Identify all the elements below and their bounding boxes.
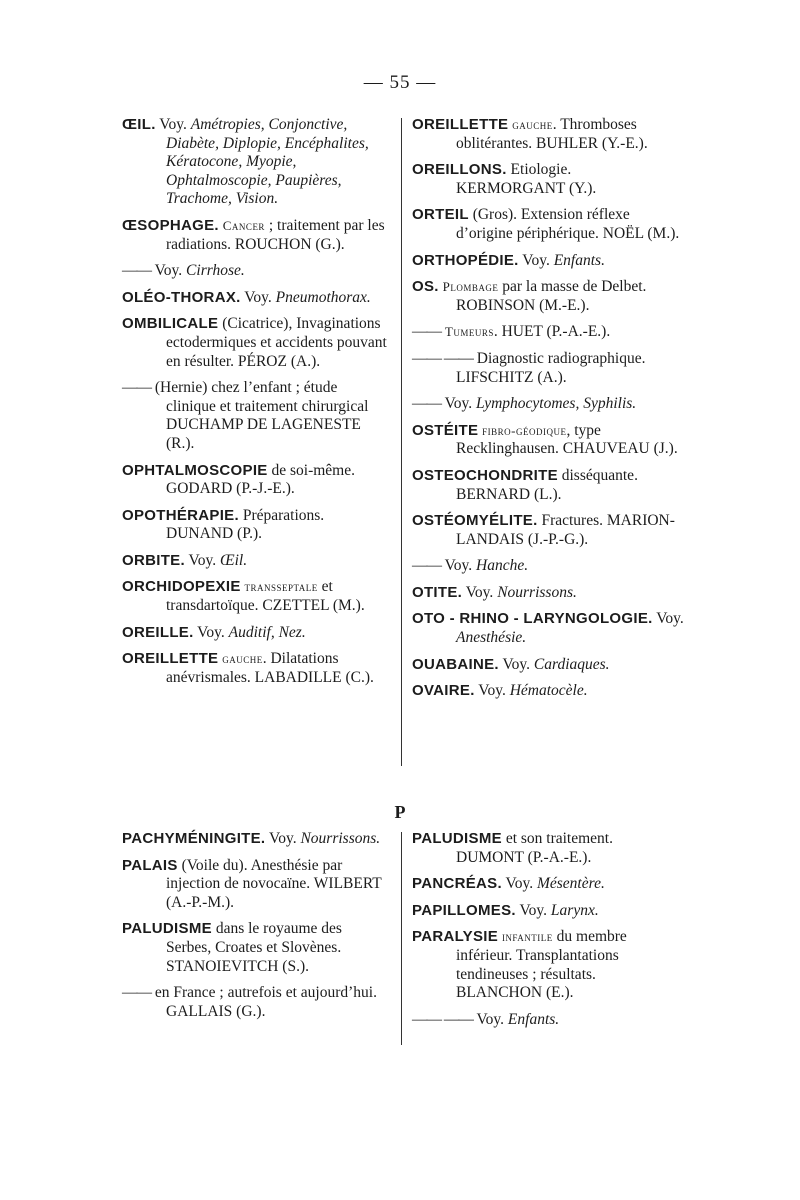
entry-text: (Voile du). Anesthésie par injection de novocaïne. WILBERT (A.-P.-M.).: [166, 856, 382, 911]
index-entry: [412, 395, 684, 414]
index-entry: [412, 422, 684, 459]
page-number: — 55 —: [363, 72, 437, 93]
entry-headword: ORTEIL: [412, 206, 469, 224]
entry-headword: PANCRÉAS.: [412, 875, 502, 893]
entry-headword: OMBILICALE: [122, 315, 219, 333]
entry-cross-reference: Hanche.: [476, 557, 529, 575]
entry-cross-reference: Cirrhose.: [186, 262, 245, 280]
entry-text: en France ; autrefois et aujourd’hui. GALLAIS (G.).: [151, 984, 377, 1020]
index-entry: [122, 984, 390, 1021]
entry-headword: OPOTHÉRAPIE.: [122, 506, 239, 524]
entry-qualifier: gauche: [512, 117, 553, 132]
entry-text: Voy.: [652, 610, 684, 628]
entry-headword: OUABAINE.: [412, 655, 499, 673]
entry-qualifier: transseptale: [244, 579, 318, 595]
entry-headword: PALUDISME: [412, 830, 502, 847]
entry-cross-reference: Nourrissons.: [300, 830, 381, 847]
entry-cross-reference: Œil.: [219, 551, 248, 569]
entry-text: et transdartoïque. CZETTEL (M.).: [166, 578, 365, 615]
index-entry: [412, 350, 684, 387]
entry-text: Voy.: [240, 288, 276, 306]
index-entry: [412, 902, 684, 921]
index-entry: [412, 557, 684, 576]
entry-headword: ORTHOPÉDIE.: [412, 251, 519, 269]
index-entry: [122, 116, 390, 209]
index-entry: [122, 289, 390, 308]
entry-text: Voy.: [474, 682, 510, 700]
entry-text: . Dilatations anévrismales. LABADILLE (C.).: [166, 650, 374, 686]
index-entry: [412, 206, 684, 243]
index-entry: [412, 584, 684, 603]
entry-headword: PALUDISME: [122, 920, 212, 938]
index-entry: [412, 610, 684, 647]
entry-qualifier: fibro-géodique: [482, 422, 567, 438]
entry-cross-reference: Mésentère.: [536, 875, 605, 893]
index-section-o: [122, 116, 684, 766]
entry-text: Voy.: [441, 395, 477, 413]
entry-text: Voy.: [265, 830, 301, 847]
entry-text: Voy.: [441, 557, 477, 575]
entry-qualifier: Tumeurs: [444, 324, 494, 340]
entry-cross-reference: Pneumothorax.: [275, 288, 371, 306]
entry-headword: OREILLONS.: [412, 161, 507, 179]
entry-repeat-dash: ——: [122, 984, 151, 1002]
entry-headword: ŒIL.: [122, 116, 156, 133]
index-entry: [412, 682, 684, 701]
entry-qualifier: Cancer: [222, 217, 265, 233]
entry-repeat-dash: ——: [412, 395, 441, 413]
index-entry: [412, 1011, 684, 1030]
section-letter-heading: P: [394, 802, 406, 822]
index-entry: [412, 512, 684, 549]
entry-text: Voy.: [193, 623, 229, 641]
index-entry: [122, 857, 390, 913]
entry-headword: PARALYSIE: [412, 928, 499, 946]
entry-repeat-dash: ——: [412, 557, 441, 575]
index-entry: [122, 217, 390, 254]
index-entry: [412, 116, 684, 153]
entry-headword: ORBITE.: [122, 551, 185, 569]
entry-text: par la masse de Delbet. ROBINSON (M.-E.).: [456, 278, 647, 314]
entry-text: , type Recklinghausen. CHAUVEAU (J.).: [456, 421, 678, 458]
entry-text: Voy.: [151, 262, 187, 280]
index-entry: [122, 578, 390, 615]
entry-text: Etiologie. KERMORGANT (Y.).: [456, 161, 597, 197]
entry-headword: ORCHIDOPEXIE: [122, 578, 241, 596]
index-entry: [122, 315, 390, 371]
entry-text: Voy.: [501, 875, 537, 893]
entry-repeat-dash: ——: [122, 379, 151, 397]
index-entry: [122, 379, 390, 453]
column-right: [412, 830, 684, 1037]
entry-text: (Gros). Extension réflexe d’origine périphérique. NOËL (M.).: [456, 206, 680, 242]
entry-repeat-dash: ——: [122, 262, 151, 280]
entry-text: Voy.: [518, 251, 554, 269]
entry-text: ; traitement par les radiations. ROUCHON (G.).: [166, 216, 385, 253]
index-entry: [122, 830, 390, 849]
entry-qualifier: infantile: [501, 929, 553, 945]
column-divider: [401, 832, 402, 1045]
entry-text: Voy.: [462, 583, 498, 601]
column-divider: [401, 118, 402, 766]
index-entry: [412, 830, 684, 867]
entry-headword: OS.: [412, 278, 439, 296]
entry-text: . HUET (P.-A.-E.).: [493, 323, 611, 341]
entry-text: Préparations. DUNAND (P.).: [166, 506, 325, 543]
entry-cross-reference: Nourrissons.: [497, 583, 577, 601]
entry-cross-reference: Anesthésie.: [456, 629, 527, 647]
entry-text: de soi-même. GODARD (P.-J.-E.).: [166, 461, 355, 498]
index-entry: [122, 262, 390, 281]
entry-text: Voy.: [515, 901, 551, 919]
entry-cross-reference: Enfants.: [553, 251, 605, 269]
entry-cross-reference: Larynx.: [550, 901, 599, 919]
entry-headword: OREILLETTE: [412, 116, 509, 133]
entry-text: Fractures. MARION-LANDAIS (J.-P.-G.).: [456, 512, 675, 548]
entry-qualifier: Plombage: [442, 279, 499, 295]
entry-headword: OSTEOCHONDRITE: [412, 466, 558, 484]
entry-text: Voy.: [498, 655, 534, 673]
column-right: [412, 116, 684, 709]
entry-text: dans le royaume des Serbes, Croates et Slovènes. STANOIEVITCH (S.).: [166, 920, 342, 975]
entry-repeat-dash: —— ——: [412, 349, 473, 367]
index-entry: [412, 656, 684, 675]
entry-headword: OLÉO-THORAX.: [122, 288, 241, 306]
entry-headword: ŒSOPHAGE.: [122, 216, 219, 234]
index-entry: [122, 624, 390, 643]
index-entry: [412, 467, 684, 504]
entry-headword: OREILLETTE: [122, 650, 219, 668]
column-left: [122, 830, 390, 1029]
index-section-p: [122, 830, 684, 1045]
index-entry: [412, 928, 684, 1002]
entry-headword: PAPILLOMES.: [412, 901, 516, 919]
index-entry: [122, 462, 390, 499]
entry-headword: OSTÉOMYÉLITE.: [412, 512, 538, 530]
entry-headword: OVAIRE.: [412, 682, 475, 700]
entry-cross-reference: Auditif, Nez.: [228, 623, 306, 641]
column-left: [122, 116, 390, 695]
entry-text: . Thromboses oblitérantes. BUHLER (Y.-E.).: [456, 116, 648, 152]
index-entry: [412, 323, 684, 342]
entry-cross-reference: Hématocèle.: [509, 682, 588, 700]
entry-headword: OTO - RHINO - LARYNGOLOGIE.: [412, 610, 653, 628]
index-entry: [122, 650, 390, 687]
index-entry: [412, 278, 684, 315]
entry-text: disséquante. BERNARD (L.).: [456, 466, 638, 503]
entry-cross-reference: Lymphocytomes, Syphilis.: [476, 395, 637, 413]
index-entry: [122, 507, 390, 544]
entry-text: (Hernie) chez l’enfant ; étude clinique et traitement chirurgical DUCHAMP DE LAGENESTE (R.).: [151, 379, 369, 452]
entry-text: Voy.: [155, 116, 191, 133]
entry-text: (Cicatrice), Invaginations ectodermiques et accidents pouvant en résulter. PÉROZ (A.).: [166, 315, 387, 370]
entry-repeat-dash: ——: [412, 323, 441, 341]
index-entry: [122, 552, 390, 571]
entry-text: Voy.: [472, 1010, 508, 1028]
index-entry: [412, 161, 684, 198]
entry-headword: OREILLE.: [122, 623, 194, 641]
entry-text: Diagnostic radiographique. LIFSCHITZ (A.).: [456, 349, 646, 386]
entry-text: et son traitement. DUMONT (P.-A.-E.).: [456, 830, 613, 866]
entry-cross-reference: Amétropies, Conjonctive, Diabète, Diplopie, Encéphalites, Kératocone, Myopie, Ophtalmoscopie, Paupières, Trachome, Vision.: [166, 116, 369, 208]
entry-headword: PALAIS: [122, 856, 178, 874]
entry-headword: OPHTALMOSCOPIE: [122, 461, 268, 479]
entry-cross-reference: Enfants.: [507, 1010, 560, 1028]
entry-repeat-dash: —— ——: [412, 1010, 473, 1028]
entry-headword: PACHYMÉNINGITE.: [122, 830, 266, 847]
entry-text: Voy.: [184, 551, 220, 569]
entry-qualifier: gauche: [222, 651, 263, 667]
entry-headword: OTITE.: [412, 583, 463, 601]
entry-headword: OSTÉITE: [412, 421, 479, 439]
index-entry: [412, 252, 684, 271]
index-entry: [412, 875, 684, 894]
index-entry: [122, 920, 390, 976]
entry-cross-reference: Cardiaques.: [533, 655, 610, 673]
entry-text: du membre inférieur. Transplantations tendineuses ; résultats. BLANCHON (E.).: [456, 928, 627, 1002]
